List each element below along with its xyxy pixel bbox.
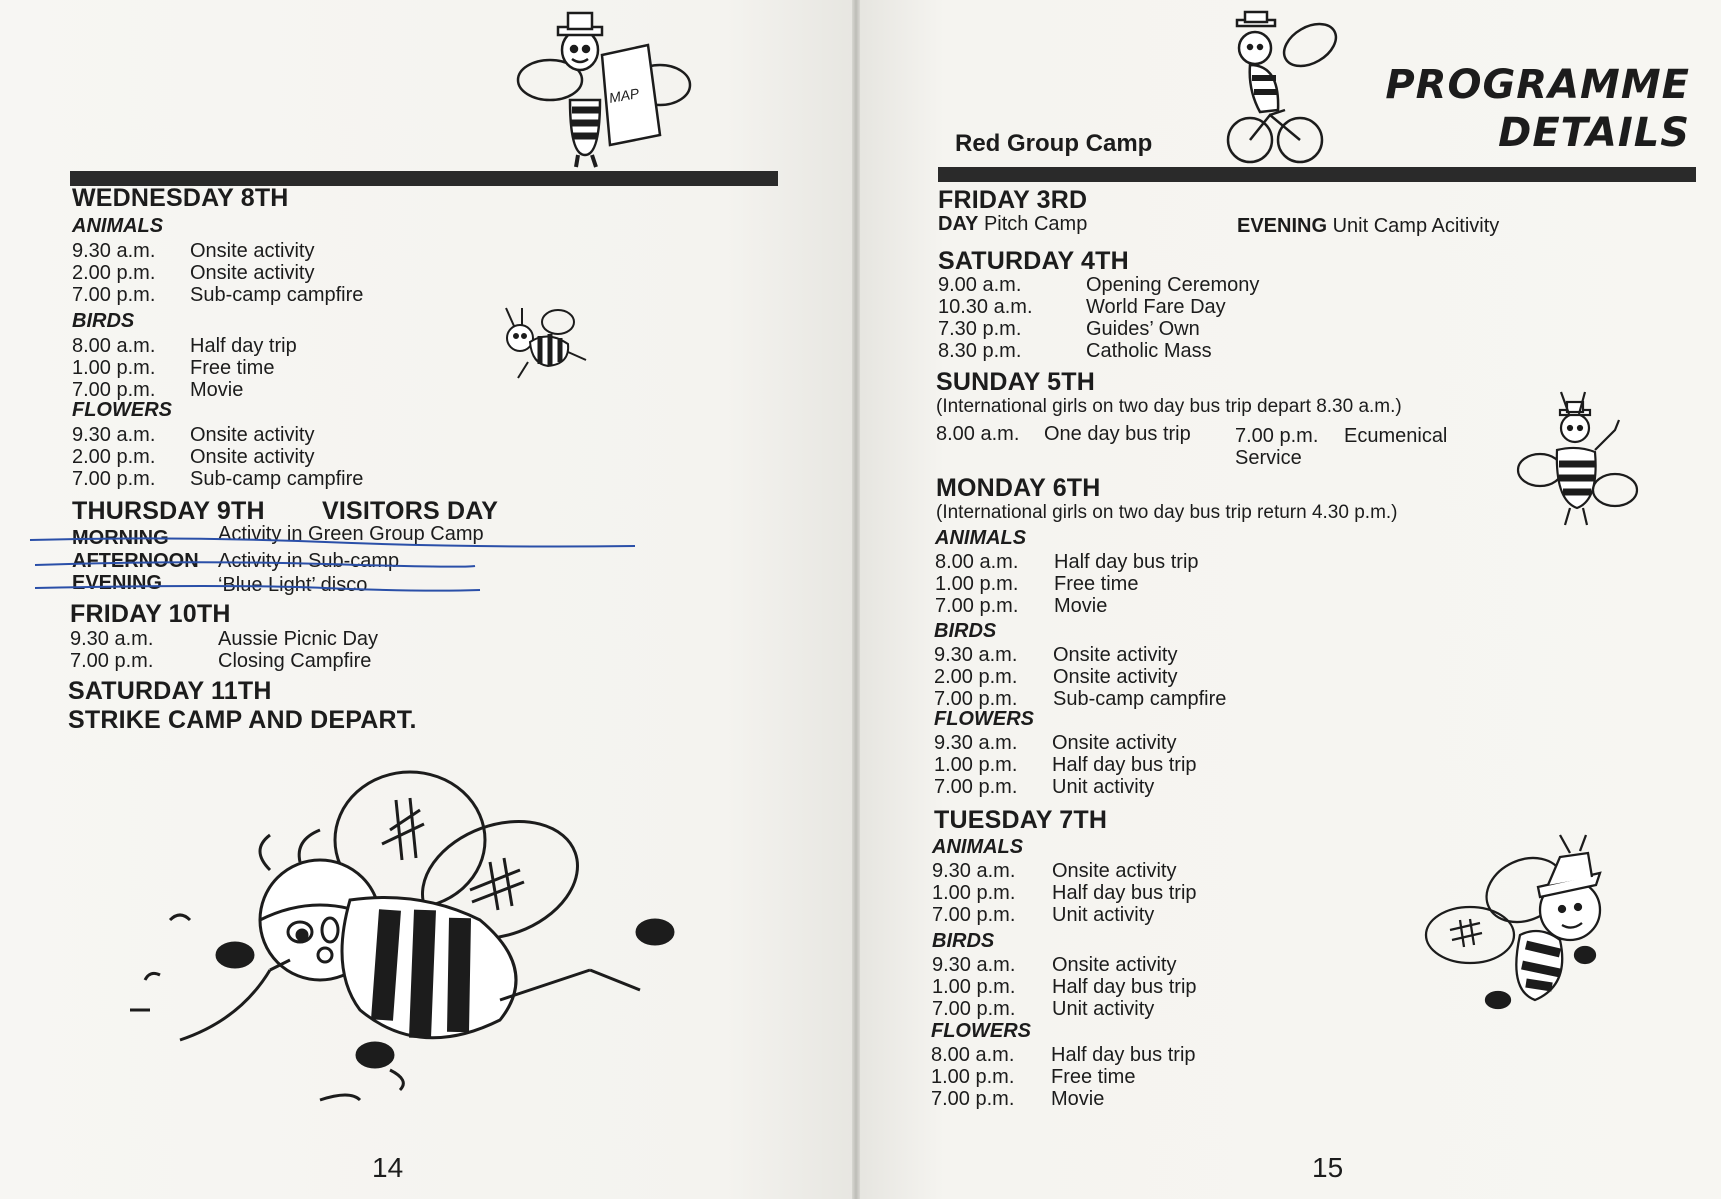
tue-birds-time: 7.00 p.m. [932,998,1016,1020]
wed-group-birds: BIRDS [72,310,135,332]
bee-with-hat-icon [1420,835,1630,1025]
mon-birds-activity: Onsite activity [1053,666,1178,688]
header-rule-right [938,167,1696,182]
sat4-activity: Guides’ Own [1086,318,1200,340]
mon-birds-activity: Onsite activity [1053,644,1178,666]
tue-animals-time: 7.00 p.m. [932,904,1016,926]
mon-animals-time: 7.00 p.m. [935,595,1019,617]
tue-group-flowers: FLOWERS [931,1020,1031,1042]
mon-flowers-activity: Unit activity [1052,776,1155,798]
tue-birds-activity: Half day bus trip [1052,976,1197,998]
details-title-line2: DETAILS [1498,110,1690,156]
wed-group-flowers: FLOWERS [72,399,172,421]
sunday-note: (International girls on two day bus trip depart 8.30 a.m.) [936,396,1402,417]
thu-period-activity: ‘Blue Light’ disco [218,574,368,596]
wed-animals-activity: Onsite activity [190,262,315,284]
sat4-activity: Catholic Mass [1086,340,1212,362]
sun5-activity: Ecumenical [1344,425,1448,447]
waving-bee-icon [1515,390,1645,540]
wed-flowers-time: 2.00 p.m. [72,446,156,468]
mon-animals-time: 1.00 p.m. [935,573,1019,595]
sun5-time: 8.00 a.m. [936,423,1020,445]
sun5-time: 7.00 p.m. [1235,425,1319,447]
wed-birds-time: 7.00 p.m. [72,379,156,401]
wed-birds-activity: Movie [190,379,244,401]
mon-animals-time: 8.00 a.m. [935,551,1019,573]
tue-flowers-activity: Half day bus trip [1051,1044,1196,1066]
monday-6-heading: MONDAY 6TH [936,474,1101,502]
thu-period-label: AFTERNOON [72,550,199,572]
wed-birds-activity: Free time [190,357,275,379]
wed-birds-time: 8.00 a.m. [72,335,156,357]
map-sign-text: MAP [607,84,641,106]
wed-flowers-activity: Sub-camp campfire [190,468,364,490]
thursday-heading: THURSDAY 9TH [72,497,265,525]
mon-group-flowers: FLOWERS [934,708,1034,730]
fri3-day-text: Pitch Camp [983,213,1088,235]
wed-animals-time: 9.30 a.m. [72,240,156,262]
tue-animals-activity: Onsite activity [1052,860,1177,882]
mon-animals-activity: Free time [1054,573,1139,595]
strike-camp-heading: STRIKE CAMP AND DEPART. [68,706,417,734]
mon-flowers-activity: Onsite activity [1052,732,1177,754]
friday-10-heading: FRIDAY 10TH [70,600,231,628]
tue-animals-activity: Unit activity [1052,904,1155,926]
mon-flowers-time: 9.30 a.m. [934,732,1018,754]
tuesday-7-heading: TUESDAY 7TH [934,806,1108,834]
wed-animals-activity: Sub-camp campfire [190,284,364,306]
thu-period-label: MORNING [72,527,169,549]
tue-flowers-time: 8.00 a.m. [931,1044,1015,1066]
tue-flowers-time: 7.00 p.m. [931,1088,1015,1110]
tue-group-birds: BIRDS [932,930,995,952]
wed-animals-activity: Onsite activity [190,240,315,262]
tue-animals-time: 9.30 a.m. [932,860,1016,882]
thu-period-activity: Activity in Green Group Camp [218,523,484,545]
saturday-4-heading: SATURDAY 4TH [938,247,1129,275]
wed-group-animals: ANIMALS [72,215,164,237]
saturday-11-heading: SATURDAY 11TH [68,677,272,705]
flying-bee-icon [488,300,598,390]
wed-birds-time: 1.00 p.m. [72,357,156,379]
sat4-time: 7.30 p.m. [938,318,1022,340]
fri3-day-label: DAY [938,213,979,235]
red-group-camp-label: Red Group Camp [955,130,1153,157]
wed-flowers-activity: Onsite activity [190,424,315,446]
mon-flowers-activity: Half day bus trip [1052,754,1197,776]
tue-flowers-activity: Free time [1051,1066,1136,1088]
fri3-day-row [938,213,1087,236]
friday-3-heading: FRIDAY 3RD [938,186,1088,214]
tue-birds-time: 1.00 p.m. [932,976,1016,998]
fri3-evening-text: Unit Camp Acitivity [1332,215,1500,237]
tue-birds-activity: Unit activity [1052,998,1155,1020]
sunday-5-heading: SUNDAY 5TH [936,368,1095,396]
bee-with-map-icon [510,5,700,175]
sat4-activity: Opening Ceremony [1086,274,1260,296]
page-number-left: 14 [372,1152,404,1183]
fri3-evening-row [1237,215,1499,238]
mon-birds-time: 7.00 p.m. [934,688,1018,710]
visitors-day-heading: VISITORS DAY [322,497,499,525]
mon-birds-time: 2.00 p.m. [934,666,1018,688]
tue-animals-time: 1.00 p.m. [932,882,1016,904]
mon-flowers-time: 1.00 p.m. [934,754,1018,776]
tue-flowers-activity: Movie [1051,1088,1105,1110]
programme-title-line1: PROGRAMME [1385,62,1690,108]
book-gutter [852,0,860,1199]
falling-bee-illustration [120,770,700,1110]
tue-birds-time: 9.30 a.m. [932,954,1016,976]
tue-birds-activity: Onsite activity [1052,954,1177,976]
wed-flowers-activity: Onsite activity [190,446,315,468]
sun5-activity: One day bus trip [1044,423,1191,445]
mon-flowers-time: 7.00 p.m. [934,776,1018,798]
sat4-time: 10.30 a.m. [938,296,1033,318]
fri10-time: 9.30 a.m. [70,628,154,650]
wed-flowers-time: 7.00 p.m. [72,468,156,490]
tue-animals-activity: Half day bus trip [1052,882,1197,904]
wednesday-heading: WEDNESDAY 8TH [72,184,289,212]
mon-group-birds: BIRDS [934,620,997,642]
thu-period-label: EVENING [72,572,163,594]
sat4-activity: World Fare Day [1086,296,1226,318]
mon-group-animals: ANIMALS [935,527,1027,549]
fri10-activity: Closing Campfire [218,650,372,672]
tue-flowers-time: 1.00 p.m. [931,1066,1015,1088]
mon-animals-activity: Movie [1054,595,1108,617]
mon-birds-activity: Sub-camp campfire [1053,688,1227,710]
sat4-time: 8.30 p.m. [938,340,1022,362]
mon-birds-time: 9.30 a.m. [934,644,1018,666]
mon-animals-activity: Half day bus trip [1054,551,1199,573]
page-number-right: 15 [1312,1152,1344,1183]
monday-note: (International girls on two day bus trip return 4.30 p.m.) [936,502,1398,523]
wed-animals-time: 7.00 p.m. [72,284,156,306]
fri10-time: 7.00 p.m. [70,650,154,672]
wed-animals-time: 2.00 p.m. [72,262,156,284]
thu-period-activity: Activity in Sub-camp [218,550,400,572]
sun5-activity-cont: Service [1235,447,1302,469]
pen-strikethrough-marks [25,530,645,600]
wed-birds-activity: Half day trip [190,335,297,357]
sat4-time: 9.00 a.m. [938,274,1022,296]
tue-group-animals: ANIMALS [932,836,1024,858]
bee-on-bicycle-icon [1210,10,1350,170]
fri3-evening-label: EVENING [1237,215,1328,237]
wed-flowers-time: 9.30 a.m. [72,424,156,446]
fri10-activity: Aussie Picnic Day [218,628,379,650]
